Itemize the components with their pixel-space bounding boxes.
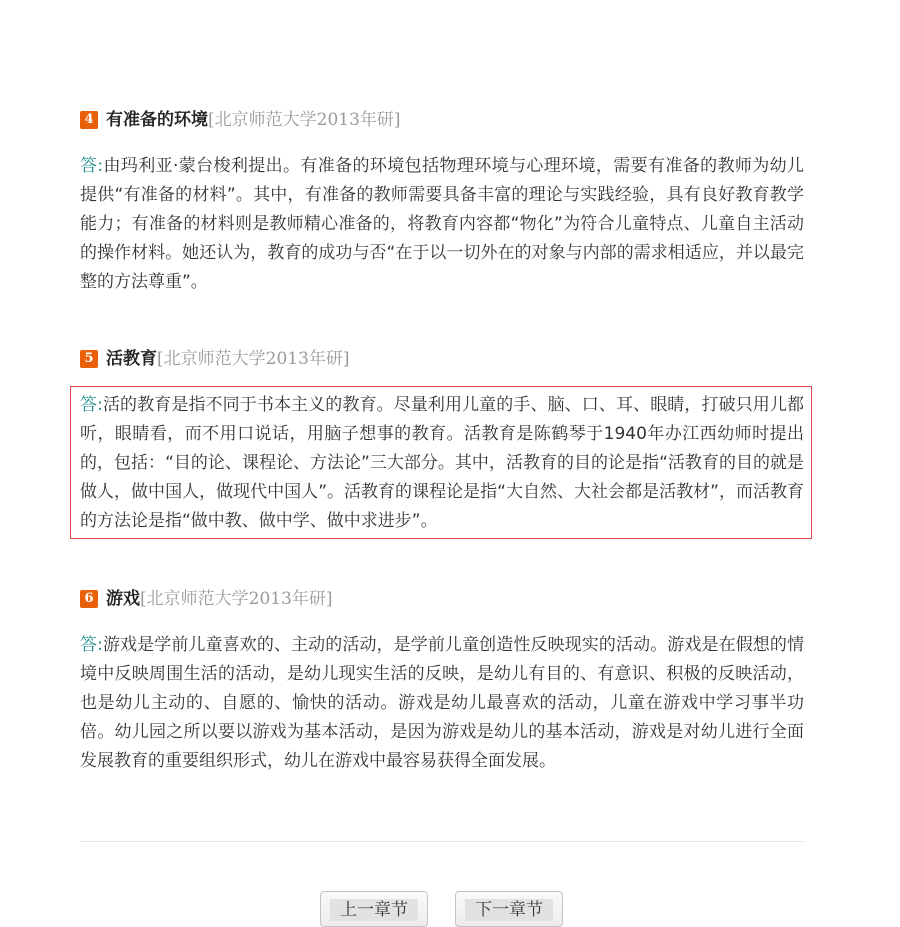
entry-source: [北京师范大学2013年研] — [157, 349, 350, 369]
entry-term: 有准备的环境 — [106, 110, 208, 130]
prev-chapter-button[interactable] — [320, 891, 428, 927]
entry-number-badge: 4 — [80, 111, 98, 129]
next-chapter-label: 下一章节 — [465, 899, 553, 921]
entry-answer — [80, 631, 804, 776]
answer-text: 活的教育是指不同于书本主义的教育。尽量利用儿童的手、脑、口、耳、眼睛，打破只用儿都听，眼睛看，而不用口说话，用脑子想事的教育。活教育是陈鹤琴于1940年办江西幼师时提出的，包括：“目的论、课程论、方法论”三大部分。其中，活教育的目的论是指“活教育的目的就是做人，做中国人，做现代中国人”。活教育的课程论是指“大自然、大社会都是活教材”，而活教育的方法论是指“做中教、做中学、做中求进步”。 — [80, 395, 805, 531]
answer-text: 游戏是学前儿童喜欢的、主动的活动，是学前儿童创造性反映现实的活动。游戏是在假想的情境中反映周围生活的活动，是幼儿现实生活的反映，是幼儿有目的、有意识、积极的反映活动，也是幼儿主动的、自愿的、愉快的活动。游戏是幼儿最喜欢的活动，儿童在游戏中学习事半功倍。幼儿园之所以要以游戏为基本活动，是因为游戏是幼儿的基本活动，游戏是对幼儿进行全面发展教育的重要组织形式，幼儿在游戏中最容易获得全面发展。 — [80, 635, 805, 771]
answer-text: 由玛利亚·蒙台梭利提出。有准备的环境包括物理环境与心理环境，需要有准备的教师为幼儿提供“有准备的材料”。其中，有准备的教师需要具备丰富的理论与实践经验，具有良好教育教学能力；有准备的材料则是教师精心准备的，将教育内容都“物化”为符合儿童特点、儿童自主活动的操作材料。她还认为，教育的成功与否“在于以一切外在的对象与内部的需求相适应，并以最完整的方法尊重”。 — [80, 156, 804, 292]
glossary-entry-6 — [80, 587, 804, 776]
glossary-entry-4 — [80, 108, 804, 297]
entry-heading — [80, 108, 804, 132]
next-chapter-button[interactable] — [455, 891, 563, 927]
answer-label: 答: — [80, 156, 104, 176]
entry-heading — [80, 587, 804, 611]
prev-chapter-label: 上一章节 — [330, 899, 418, 921]
entry-heading — [80, 347, 804, 371]
entry-term: 活教育 — [106, 349, 157, 369]
entry-term: 游戏 — [106, 589, 140, 609]
glossary-entry-5 — [80, 347, 804, 536]
entry-answer — [80, 152, 804, 297]
entry-source: [北京师范大学2013年研] — [208, 110, 401, 130]
entry-number-badge: 5 — [80, 350, 98, 368]
answer-label: 答: — [80, 635, 103, 655]
answer-label: 答: — [80, 395, 103, 415]
content-divider — [80, 841, 804, 842]
entry-answer — [80, 391, 804, 536]
entry-source: [北京师范大学2013年研] — [140, 589, 333, 609]
entry-number-badge: 6 — [80, 590, 98, 608]
